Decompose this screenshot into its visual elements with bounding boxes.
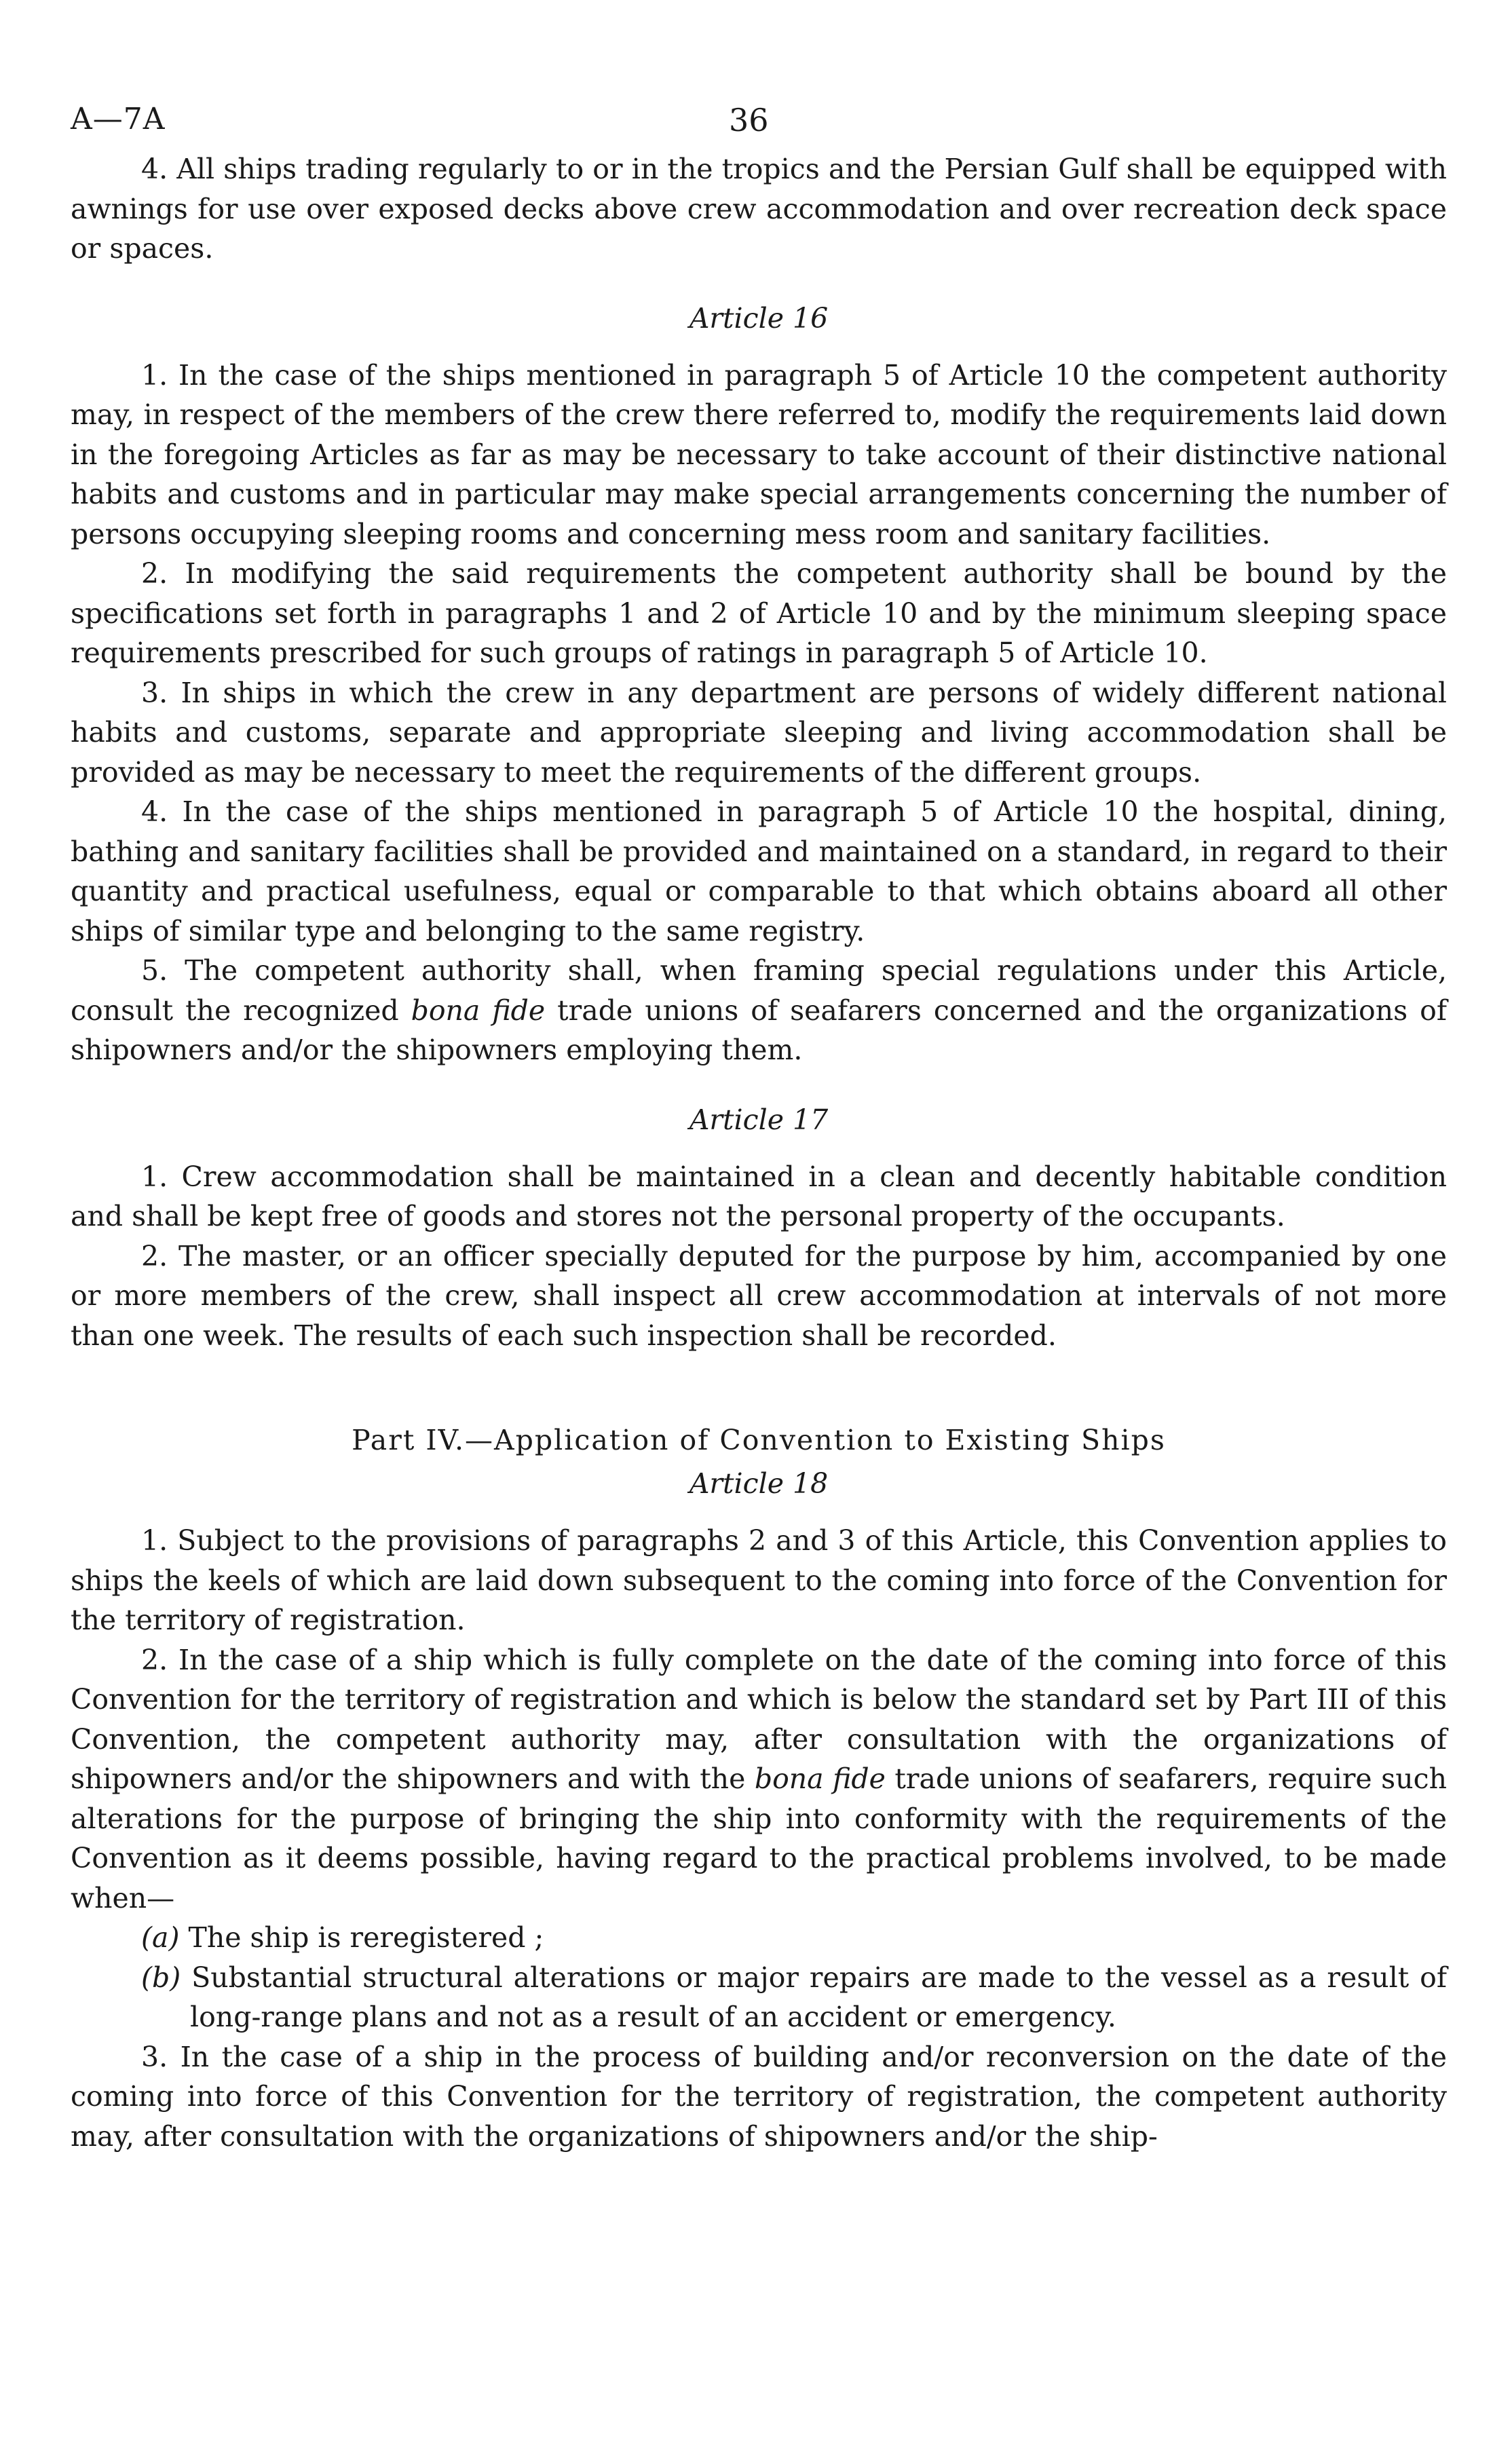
article-17-paragraph-2: 2. The master, or an officer specially deputed for the purpose by him, accompanied by one or more members of the crew, shall inspect all crew accommodation at intervals of not more than one week. The results of each such inspection shall be recorded. <box>71 1239 1447 1352</box>
item-label: (a) <box>141 1921 180 1954</box>
article-18-item-b <box>141 1958 1447 2037</box>
paragraph-text: trade unions of seafarers concerned and the organizations of shipowners and/or the shipowners employing them. <box>71 994 1448 1066</box>
document-reference: A—7A <box>71 102 166 136</box>
article-16-paragraph-1: 1. In the case of the ships mentioned in paragraph 5 of Article 10 the competent authority may, in respect of the members of the crew there referred to, modify the requirements laid down in the foregoing Articles as far as may be necessary to take account of their distinctive national habits and customs and in particular may make special arrangements concerning the number of persons occupying sleeping rooms and concerning mess room and sanitary facilities. <box>71 358 1447 550</box>
bona-fide-term: bona fide <box>411 994 546 1027</box>
page-header <box>71 102 1447 149</box>
item-text: The ship is reregistered ; <box>179 1921 544 1954</box>
article-16-paragraph-3: 3. In ships in which the crew in any department are persons of widely different national habits and customs, separate and appropriate sleeping and living accommodation shall be provided as may be necessary to meet the requirements of the different groups. <box>71 676 1447 789</box>
article-16-heading: Article 16 <box>689 301 829 335</box>
item-text: Substantial structural alterations or major repairs are made to the vessel as a result of long-range plans and not as a result of an accident or emergency. <box>181 1961 1447 2033</box>
article-16-paragraph-2: 2. In modifying the said requirements the competent authority shall be bound by the specifications set forth in paragraphs 1 and 2 of Article 10 and by the minimum sleeping space requirements prescribed for such groups of ratings in paragraph 5 of Article 10. <box>71 557 1447 669</box>
article-18-paragraph-2 <box>71 1640 1447 1919</box>
paragraph-text: 2. In the case of a ship which is fully complete on the date of the coming into force of this Convention for the territory of registration and which is below the standard set by Part III of this Convention, the competent authority may, after consultation with the organizations of shipowners and/or the shipowners and with the <box>71 1643 1447 1795</box>
item-label: (b) <box>141 1961 181 1994</box>
article-18-paragraph-3: 3. In the case of a ship in the process of building and/or reconversion on the date of the coming into force of this Convention for the territory of registration, the competent authority may, after consultation with the organizations of shipowners and/or the ship- <box>71 2040 1447 2153</box>
paragraph-text: trade unions of seafarers, require such alterations for the purpose of bringing the ship into conformity with the requirements of the Convention as it deems possible, having regard to the practical problems involved, to be made when— <box>71 1762 1447 1914</box>
article-16-paragraph-4: 4. In the case of the ships mentioned in paragraph 5 of Article 10 the hospital, dining, bathing and sanitary facilities shall be provided and maintained on a standard, in regard to their quantity and practical usefulness, equal or comparable to that which obtains aboard all other ships of similar type and belonging to the same registry. <box>71 795 1447 947</box>
article-18-heading: Article 18 <box>689 1467 829 1500</box>
page-number: 36 <box>729 102 769 138</box>
article-16-paragraph-5 <box>71 951 1447 1070</box>
article-18-paragraph-1: 1. Subject to the provisions of paragraphs 2 and 3 of this Article, this Convention applies to ships the keels of which are laid down subsequent to the coming into force of the Convention for the territory of registration. <box>71 1524 1447 1636</box>
article-17-heading: Article 17 <box>689 1103 829 1136</box>
article-17-paragraph-1: 1. Crew accommodation shall be maintained in a clean and decently habitable condition and shall be kept free of goods and stores not the personal property of the occupants. <box>71 1160 1447 1232</box>
part-4-heading: Part IV.—Application of Convention to Existing Ships <box>352 1424 1166 1456</box>
paragraph-text: 5. The competent authority shall, when framing special regulations under this Article, consult the recognized <box>71 954 1447 1027</box>
article-15-paragraph-4: 4. All ships trading regularly to or in the tropics and the Persian Gulf shall be equipped with awnings for use over exposed decks above crew accommodation and over recreation deck space or spaces. <box>71 153 1447 265</box>
article-18-item-a <box>141 1918 1447 1958</box>
bona-fide-term: bona fide <box>754 1762 886 1795</box>
